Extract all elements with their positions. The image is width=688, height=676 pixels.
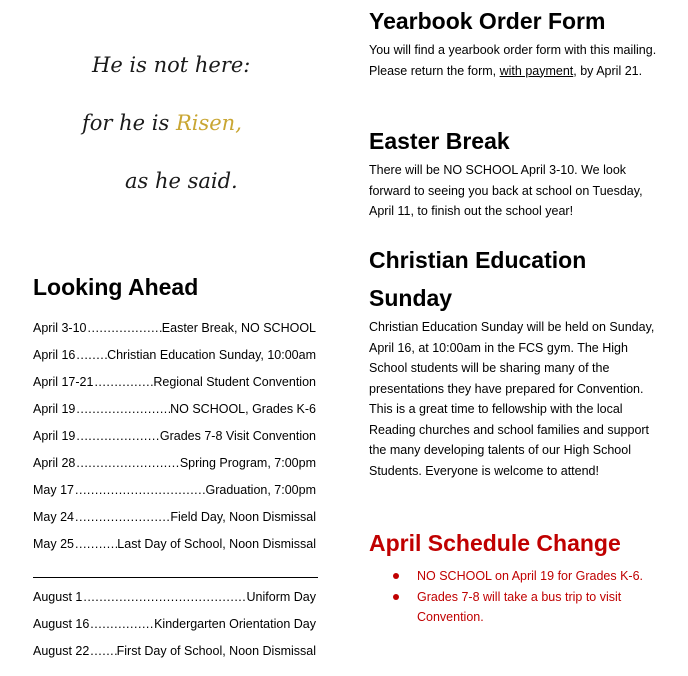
event-desc: Kindergarten Orientation Day [154, 617, 316, 631]
verse-graphic [70, 20, 250, 200]
looking-ahead-title: Looking Ahead [33, 274, 199, 300]
event-desc: Easter Break, NO SCHOOL [161, 321, 316, 335]
april-change-section [369, 524, 664, 628]
verse-line-2 [80, 111, 242, 135]
event-row [33, 372, 316, 399]
event-desc: NO SCHOOL, Grades K-6 [170, 402, 316, 416]
event-row [33, 453, 316, 480]
event-row [33, 345, 316, 372]
event-row [33, 480, 316, 507]
easter-section [369, 122, 664, 222]
event-date: August 16 [33, 617, 90, 631]
event-date: May 25 [33, 537, 74, 551]
dot-leader [75, 345, 107, 366]
yearbook-section [369, 2, 664, 81]
yearbook-title: Yearbook Order Form [369, 8, 606, 34]
event-desc: Christian Education Sunday, 10:00am [107, 348, 316, 362]
dot-leader [74, 534, 117, 555]
event-date: April 19 [33, 429, 76, 443]
verse-line-3: as he said. [125, 169, 238, 193]
dot-leader [75, 399, 170, 420]
easter-title: Easter Break [369, 128, 510, 154]
summer-events-list [33, 587, 316, 668]
dot-leader [89, 614, 154, 635]
event-date: April 17-21 [33, 375, 94, 389]
event-date: August 1 [33, 590, 83, 604]
event-date: April 16 [33, 348, 76, 362]
yearbook-body [369, 40, 664, 81]
verse-svg [70, 20, 250, 200]
event-desc: Field Day, Noon Dismissal [170, 510, 316, 524]
event-date: April 3-10 [33, 321, 87, 335]
easter-body: There will be NO SCHOOL April 3-10. We look forward to seeing you back at school on Tuesday, April 11, to finish out the school year! [369, 163, 643, 218]
event-date: August 22 [33, 644, 90, 658]
event-desc: Last Day of School, Noon Dismissal [117, 537, 316, 551]
event-date: May 24 [33, 510, 74, 524]
dot-leader [89, 641, 116, 662]
dot-leader [93, 372, 153, 393]
with-payment-text: with payment [499, 63, 574, 78]
event-desc: First Day of School, Noon Dismissal [116, 644, 316, 658]
yearbook-text: You will find a yearbook order form with this mailing. Please return the form, [369, 43, 657, 78]
dot-leader [74, 480, 206, 501]
april-change-title: April Schedule Change [369, 530, 621, 556]
april-change-list [369, 566, 664, 628]
christian-education-section [369, 241, 664, 481]
dot-leader [82, 587, 246, 608]
dot-leader [87, 318, 162, 339]
verse-line-2a: for he is [82, 111, 176, 135]
dot-leader [75, 453, 179, 474]
event-row [33, 507, 316, 534]
event-desc: Uniform Day [246, 590, 316, 604]
event-row [33, 399, 316, 426]
yearbook-text-end: , by April 21. [573, 63, 643, 78]
section-divider [33, 577, 318, 578]
dot-leader [75, 426, 160, 447]
event-date: April 19 [33, 402, 76, 416]
event-row [33, 534, 316, 561]
change-item: Grades 7-8 will take a bus trip to visit Convention. [417, 587, 664, 628]
event-desc: Spring Program, 7:00pm [179, 456, 316, 470]
event-date: April 28 [33, 456, 76, 470]
event-row [33, 426, 316, 453]
event-row [33, 641, 316, 668]
event-desc: Grades 7-8 Visit Convention [159, 429, 316, 443]
spring-events-list [33, 318, 316, 561]
verse-line-1: He is not here: [92, 53, 250, 77]
christian-education-title: Christian Education Sunday [369, 247, 587, 311]
event-desc: Graduation, 7:00pm [205, 483, 316, 497]
change-item: NO SCHOOL on April 19 for Grades K-6. [417, 566, 664, 587]
event-desc: Regional Student Convention [153, 375, 316, 389]
event-row [33, 318, 316, 345]
event-date: May 17 [33, 483, 74, 497]
dot-leader [74, 507, 170, 528]
event-row [33, 587, 316, 614]
christian-education-body: Christian Education Sunday will be held on Sunday, April 16, at 10:00am in the FCS gym. The High School students will be sharing many of the presentations they have prepared for Convention. This is a great time to fellowship with the local Reading churches and school families and support the many developing talents of our High School Students. Everyone is welcome to attend! [369, 320, 655, 478]
verse-risen-word: Risen, [175, 111, 242, 135]
event-row [33, 614, 316, 641]
